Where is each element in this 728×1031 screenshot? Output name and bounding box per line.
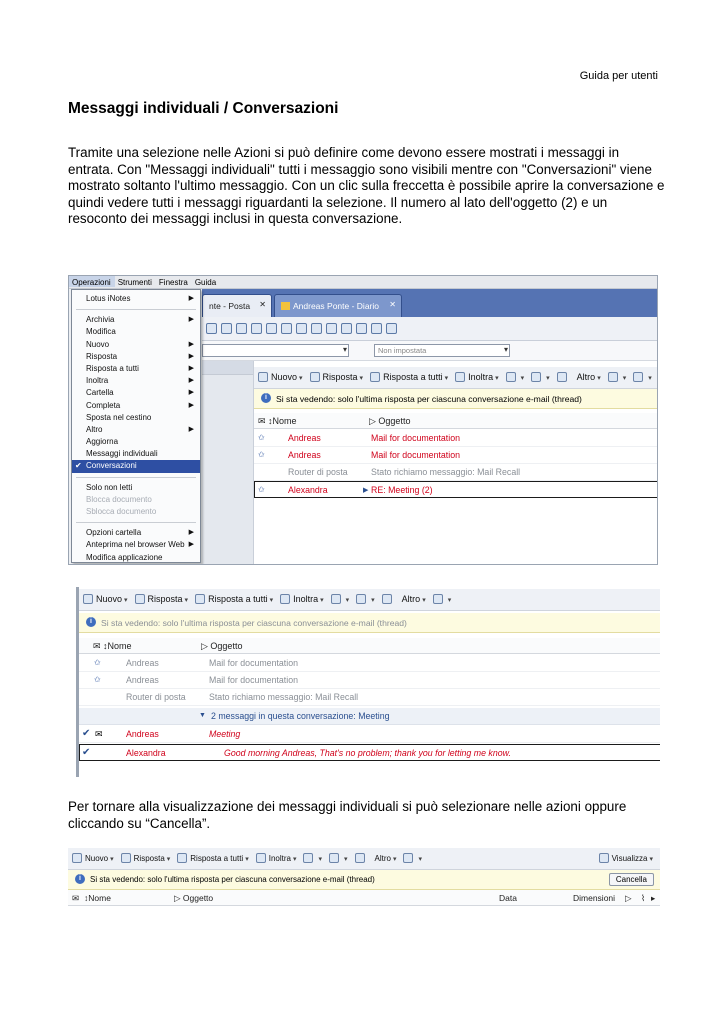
folder-button[interactable] (502, 367, 528, 382)
navigator-pane (202, 361, 254, 565)
column-oggetto[interactable]: ▷ Oggetto (201, 641, 243, 651)
intro-paragraph: Tramite una selezione nelle Azioni si può definire come devono essere mostrati i messaggi in entrata. Con "Messaggi individuali" tutti i messaggio sono visibili mentre con "Conversazioni" viene mostrato soltanto l'ultimo messaggio. Con un clic sulla freccetta è possibile aprire la conversazione e quindi vedere tutti i messaggi riguardanti la selezione. Il numero al lato dell'oggetto (2) e un resoconto dei messaggi inclusi in questa conversazione. (68, 145, 665, 227)
star-icon[interactable]: ✩ (258, 485, 265, 494)
flag-icon: ▸ (651, 893, 656, 903)
reply-all-label: Risposta a tutti (383, 372, 443, 382)
reply-all-icon (370, 372, 380, 382)
reply-all-button[interactable] (366, 367, 451, 382)
reply-all-icon (177, 853, 187, 863)
menu-item[interactable] (72, 293, 200, 305)
chevron-down-icon: ▾ (495, 375, 499, 382)
forward-button[interactable] (252, 848, 300, 863)
actions-toolbar (68, 848, 660, 870)
chevron-down-icon: ▾ (422, 597, 426, 604)
print-icon[interactable] (251, 323, 262, 334)
forward-button[interactable] (276, 589, 327, 604)
icon-toolbar (202, 317, 658, 341)
submenu-arrow-icon: ▶ (188, 425, 194, 433)
tab-diario[interactable] (274, 294, 402, 317)
close-icon[interactable]: ✕ (259, 300, 266, 309)
move-icon[interactable] (386, 323, 397, 334)
column-oggetto-label: Oggetto (182, 893, 214, 903)
menu-strumenti[interactable]: Strumenti (117, 278, 152, 287)
chevron-down-icon: ▾ (110, 856, 114, 863)
folder-button[interactable] (327, 589, 353, 604)
chevron-down-icon: ▾ (318, 856, 322, 863)
message-sender: Andreas (288, 433, 321, 443)
menu-bar (69, 276, 658, 289)
menu-item (72, 494, 200, 506)
submenu-arrow-icon: ▶ (188, 541, 194, 549)
chevron-down-icon: ▾ (649, 856, 653, 863)
reply-all-button[interactable] (191, 589, 276, 604)
menu-item-label: Opzioni cartella (86, 528, 142, 538)
screenshot-actions-menu (68, 275, 658, 565)
menu-operazioni[interactable]: Operazioni (69, 276, 115, 287)
copy-icon[interactable] (281, 323, 292, 334)
submenu-arrow-icon: ▶ (188, 352, 194, 360)
actions-toolbar (254, 367, 658, 389)
table-row[interactable] (79, 672, 660, 689)
flag-icon (531, 372, 541, 382)
menu-item[interactable] (72, 482, 200, 494)
table-row[interactable] (79, 655, 660, 672)
message-subject: Mail for documentation (209, 658, 298, 668)
menu-item-label: Inoltra (86, 376, 109, 386)
flag-button[interactable] (527, 367, 553, 382)
chevron-down-icon: ▾ (546, 375, 550, 382)
chevron-down-icon: ▾ (359, 375, 364, 382)
message-subject: Stato richiamo messaggio: Mail Recall (371, 467, 521, 477)
category-select[interactable] (374, 344, 510, 357)
menu-item-label: Solo non letti (86, 482, 133, 492)
search-icon (433, 594, 443, 604)
menu-item-label: Aggiorna (86, 437, 119, 447)
column-nome-label: Nome (88, 893, 111, 903)
flag-icon (329, 853, 339, 863)
reply-button[interactable] (131, 589, 192, 604)
menu-item[interactable] (72, 539, 200, 551)
chevron-down-icon: ▾ (597, 375, 601, 382)
more-label: Altro (576, 372, 596, 382)
refresh-icon[interactable] (266, 323, 277, 334)
menu-item-label: Conversazioni (86, 461, 137, 471)
info-bar (68, 870, 660, 890)
search-button[interactable] (429, 589, 455, 604)
menu-separator (76, 522, 196, 523)
view-icon (599, 853, 609, 863)
menu-item-label: Modifica (86, 327, 116, 337)
paste-icon[interactable] (311, 323, 322, 334)
save-icon[interactable] (236, 323, 247, 334)
view-button[interactable] (595, 848, 656, 863)
chevron-down-icon: ▾ (166, 856, 171, 863)
chevron-down-icon: ▾ (622, 375, 627, 382)
chevron-down-icon: ▾ (292, 856, 297, 863)
menu-item[interactable] (72, 400, 200, 412)
delete-icon[interactable] (356, 323, 367, 334)
refresh-button[interactable] (604, 367, 630, 382)
column-nome[interactable]: ↕Nome (268, 416, 297, 426)
menu-item-label: Completa (86, 400, 121, 410)
submenu-arrow-icon: ▶ (188, 316, 194, 324)
new-button[interactable] (68, 848, 117, 863)
message-sender: Andreas (288, 450, 321, 460)
submenu-arrow-icon: ▶ (188, 364, 194, 372)
menu-item-label: Blocca documento (86, 494, 152, 504)
message-sender: Alexandra (126, 748, 166, 758)
info-bar: i Si sta vedendo: solo l'ultima risposta per ciascuna conversazione e-mail (thread) (254, 389, 658, 409)
folder-button[interactable] (299, 848, 325, 863)
forward-label: Inoltra (268, 854, 291, 863)
forward-label: Inoltra (293, 594, 319, 604)
flag-button[interactable] (352, 589, 378, 604)
chevron-down-icon: ▾ (371, 597, 375, 604)
new-button[interactable] (79, 589, 131, 604)
message-subject: Mail for documentation (371, 433, 460, 443)
folder-icon (331, 594, 341, 604)
chevron-down-icon: ▾ (648, 375, 652, 382)
trash-icon (382, 594, 392, 604)
flag-button[interactable] (325, 848, 351, 863)
menu-guida[interactable]: Guida (194, 278, 217, 287)
chevron-down-icon: ▾ (520, 375, 525, 382)
submenu-arrow-icon: ▶ (188, 529, 194, 537)
screenshot-cancel-bar (68, 845, 660, 907)
more-button[interactable] (371, 849, 400, 863)
menu-item[interactable] (72, 326, 200, 338)
table-row[interactable] (79, 744, 660, 761)
new-icon (72, 853, 82, 863)
folder-icon[interactable] (371, 323, 382, 334)
submenu-arrow-icon: ▶ (188, 401, 194, 409)
message-sender: Andreas (126, 675, 159, 685)
search-icon (633, 372, 643, 382)
find-icon[interactable] (326, 323, 337, 334)
menu-item-label: Altro (86, 424, 103, 434)
field-bar (202, 341, 658, 361)
folder-icon (303, 853, 313, 863)
new-icon (83, 594, 93, 604)
reply-label: Risposta (133, 854, 165, 863)
menu-item[interactable] (72, 387, 200, 399)
star-icon[interactable]: ✩ (94, 675, 101, 684)
trash-button[interactable] (378, 589, 398, 604)
column-dimensioni[interactable]: Dimensioni (573, 893, 616, 903)
tab-diario-label: Andreas Ponte - Diario (293, 301, 379, 311)
submenu-arrow-icon: ▶ (188, 377, 194, 385)
envelope-icon: ✉ (72, 893, 80, 903)
menu-item[interactable] (72, 552, 200, 564)
screenshot-conversation-expanded (76, 587, 660, 777)
menu-item-label: Modifica applicazione (86, 552, 163, 562)
chevron-down-icon: ▾ (269, 597, 274, 604)
reply-label: Risposta (147, 594, 183, 604)
view-label: Visualizza (611, 854, 648, 863)
info-bar: i Si sta vedendo: solo l'ultima risposta per ciascuna conversazione e-mail (thread) (79, 613, 660, 633)
more-label: Altro (401, 594, 421, 604)
actions-toolbar (79, 589, 660, 611)
reply-button[interactable] (117, 848, 174, 863)
conversation-header-label: 2 messaggi in questa conversazione: Meeting (211, 711, 390, 721)
chevron-down-icon: ▾ (392, 856, 397, 863)
reply-icon (135, 594, 145, 604)
edit-icon[interactable] (341, 323, 352, 334)
chevron-down-icon: ▾ (418, 856, 422, 863)
menu-item-label: Archivia (86, 315, 115, 325)
reply-label: Risposta (322, 372, 358, 382)
chevron-down-icon: ▾ (345, 597, 350, 604)
checkmark-icon: ✔ (75, 461, 82, 471)
menu-item[interactable] (72, 412, 200, 424)
column-nome[interactable]: ↕Nome (103, 641, 132, 651)
star-icon[interactable]: ✩ (94, 658, 101, 667)
menu-finestra[interactable]: Finestra (158, 278, 188, 287)
chevron-down-icon: ▾ (343, 856, 348, 863)
new-label: Nuovo (85, 854, 109, 863)
more-button[interactable] (573, 367, 604, 382)
submenu-arrow-icon: ▶ (188, 295, 194, 302)
close-icon[interactable]: ✕ (389, 300, 396, 309)
location-select[interactable] (202, 344, 349, 357)
chevron-down-icon: ▾ (124, 597, 128, 604)
envelope-open-icon: ✉ (95, 729, 103, 739)
paperclip-icon: ⌇ (641, 893, 646, 903)
open-icon[interactable] (221, 323, 232, 334)
reply-icon (121, 853, 131, 863)
refresh-icon (608, 372, 618, 382)
menu-item-label: Risposta (86, 351, 118, 361)
message-subject: RE: Meeting (2) (371, 485, 433, 495)
column-nome[interactable]: ↕Nome (84, 893, 111, 903)
reply-all-icon (195, 594, 205, 604)
table-row[interactable] (79, 689, 660, 706)
column-data[interactable]: Data (499, 893, 517, 903)
envelope-icon: ✉ (258, 416, 266, 426)
reply-all-button[interactable] (173, 848, 251, 863)
reply-button[interactable] (306, 367, 367, 382)
menu-item-label: Cartella (86, 388, 114, 398)
column-oggetto-label: Oggetto (378, 416, 411, 426)
chevron-down-icon: ▾ (320, 597, 324, 604)
menu-item[interactable] (72, 375, 200, 387)
column-header (254, 413, 658, 429)
info-bar-text: Si sta vedendo: solo l'ultima risposta per ciascuna conversazione e-mail (thread) (90, 875, 375, 884)
menu-item (72, 506, 200, 518)
calendar-icon (281, 302, 290, 310)
menu-item[interactable] (72, 314, 200, 326)
menu-separator (76, 309, 196, 310)
search-button[interactable] (629, 367, 655, 382)
message-sender: Andreas (126, 729, 159, 739)
new-icon (258, 372, 268, 382)
trash-button[interactable] (351, 848, 371, 863)
new-label: Nuovo (96, 594, 123, 604)
trash-icon (355, 853, 365, 863)
message-subject: Meeting (209, 729, 241, 739)
more-label: Altro (374, 854, 391, 863)
reply-all-label: Risposta a tutti (190, 854, 244, 863)
column-nome-label: Nome (107, 641, 132, 651)
chevron-down-icon: ▾ (299, 375, 303, 382)
trash-button[interactable] (553, 367, 573, 382)
menu-item[interactable] (72, 527, 200, 539)
message-sender: Router di posta (126, 692, 186, 702)
column-header (68, 890, 660, 906)
message-subject: Mail for documentation (209, 675, 298, 685)
menu-item[interactable] (72, 448, 200, 460)
menu-item[interactable] (72, 363, 200, 375)
reply-all-label: Risposta a tutti (208, 594, 268, 604)
menu-item-label: Nuovo (86, 339, 110, 349)
checkmark-icon[interactable]: ✔ (82, 728, 91, 739)
message-sender: Alexandra (288, 485, 328, 495)
menu-item[interactable] (72, 351, 200, 363)
message-subject: Stato richiamo messaggio: Mail Recall (209, 692, 359, 702)
checkmark-icon[interactable]: ✔ (82, 747, 91, 758)
star-icon[interactable]: ✩ (258, 450, 265, 459)
envelope-icon: ✉ (93, 641, 101, 651)
menu-item-label: Anteprima nel browser Web (86, 540, 185, 550)
menu-separator (76, 477, 196, 478)
menu-item-label: Messaggi individuali (86, 449, 158, 459)
expand-arrow-icon[interactable]: ▶ (363, 487, 369, 494)
trash-icon (557, 372, 567, 382)
submenu-arrow-icon: ▶ (188, 340, 194, 348)
chevron-down-icon: ▾ (245, 856, 249, 863)
sort-icon[interactable]: ▷ (625, 893, 632, 903)
chevron-down-icon: ▾ (444, 375, 449, 382)
forward-label: Inoltra (468, 372, 494, 382)
cut-icon[interactable] (296, 323, 307, 334)
flag-icon (356, 594, 366, 604)
column-oggetto[interactable]: ▷ Oggetto (369, 416, 411, 426)
column-oggetto-label: Oggetto (210, 641, 243, 651)
table-row[interactable] (254, 447, 658, 464)
collapse-arrow-icon[interactable]: ▼ (199, 712, 206, 719)
menu-item-label: Sposta nel cestino (86, 412, 152, 422)
message-sender: Router di posta (288, 467, 348, 477)
reply-icon (310, 372, 320, 382)
forward-button[interactable] (451, 367, 502, 382)
menu-item[interactable] (72, 424, 200, 436)
table-row[interactable] (254, 481, 658, 498)
menu-item[interactable] (72, 460, 200, 472)
menu-item-label: Sblocca documento (86, 507, 157, 516)
new-label: Nuovo (271, 372, 298, 382)
table-row[interactable] (254, 464, 658, 481)
menu-item[interactable] (72, 436, 200, 448)
submenu-arrow-icon: ▶ (188, 389, 194, 397)
forward-icon (256, 853, 266, 863)
category-select-value: Non impostata (378, 346, 427, 355)
message-sender: Andreas (126, 658, 159, 668)
tab-bar (202, 289, 658, 317)
column-nome-label: Nome (272, 416, 297, 426)
forward-icon (455, 372, 465, 382)
new-button[interactable] (254, 367, 306, 382)
actions-menu (71, 289, 201, 563)
cancel-button[interactable]: Cancella (609, 873, 654, 886)
table-row[interactable] (79, 726, 660, 743)
message-subject: Good morning Andreas, That's no problem; thank you for letting me know. (224, 748, 511, 758)
star-icon[interactable]: ✩ (258, 433, 265, 442)
forward-icon (280, 594, 290, 604)
message-subject: Mail for documentation (371, 450, 460, 460)
table-row[interactable] (254, 430, 658, 447)
menu-item-label: Risposta a tutti (86, 363, 139, 373)
new-doc-icon[interactable] (206, 323, 217, 334)
chevron-down-icon: ▾ (184, 597, 189, 604)
search-button[interactable] (399, 848, 425, 863)
column-header (79, 638, 660, 654)
menu-item[interactable] (72, 339, 200, 351)
more-button[interactable] (398, 589, 429, 604)
tab-posta[interactable] (202, 294, 272, 317)
page-title: Messaggi individuali / Conversazioni (68, 100, 339, 117)
page-header: Guida per utenti (579, 70, 658, 82)
chevron-down-icon: ▾ (447, 597, 452, 604)
search-icon (403, 853, 413, 863)
folder-icon (506, 372, 516, 382)
column-oggetto[interactable]: ▷ Oggetto (174, 893, 214, 903)
return-paragraph: Per tornare alla visualizzazione dei messaggi individuali si può selezionare nelle azioni oppure cliccando su “Cancella”. (68, 799, 627, 831)
tab-posta-label: nte - Posta (209, 301, 251, 311)
menu-item-label: Lotus iNotes (86, 294, 131, 303)
conversation-header[interactable] (79, 708, 660, 725)
